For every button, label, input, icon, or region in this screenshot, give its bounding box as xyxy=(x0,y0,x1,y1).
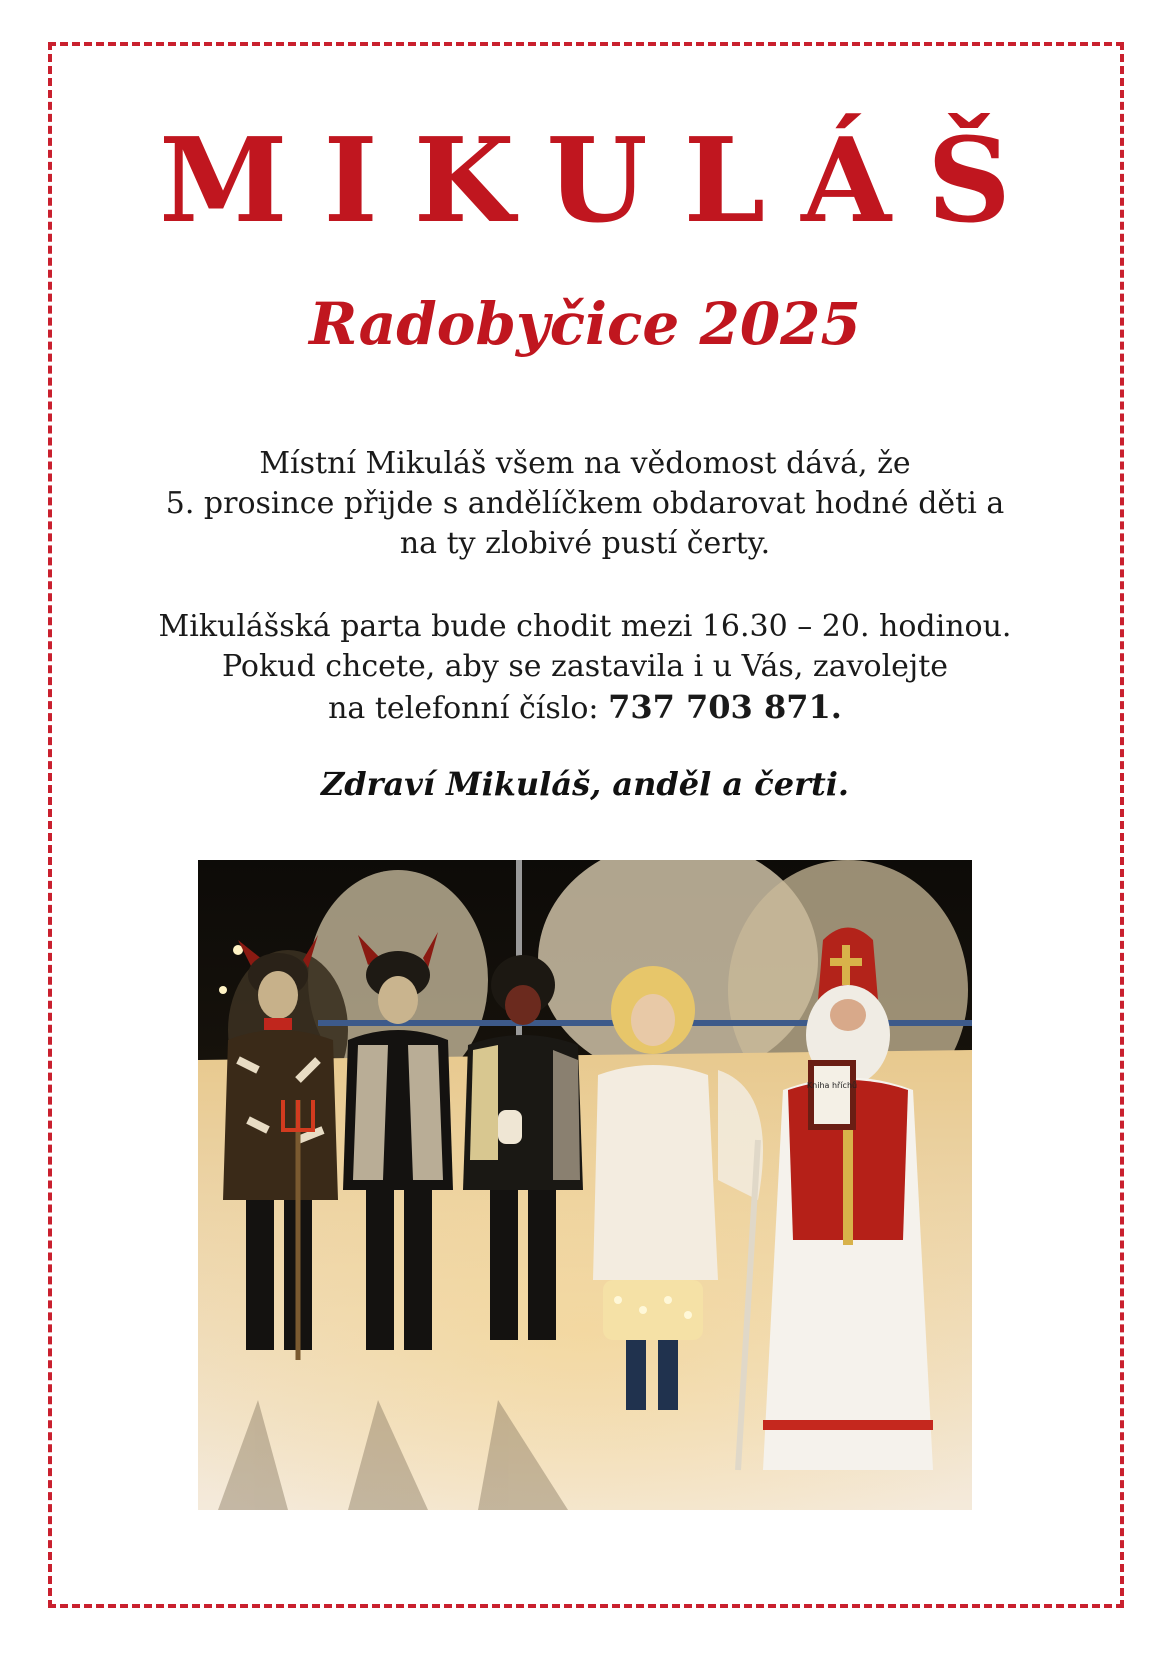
book-label: Kniha hříchů xyxy=(806,1081,858,1090)
phone-line xyxy=(0,687,1170,729)
intro-line: 5. prosince přijde s andělíčkem obdarovat hodné děti a xyxy=(165,486,1005,521)
greeting: Zdraví Mikuláš, anděl a čerti. xyxy=(320,765,850,803)
phone-label: na telefonní číslo: xyxy=(328,691,599,726)
intro-paragraph xyxy=(0,444,1170,564)
group-photo-icon xyxy=(198,860,972,1510)
phone-number: 737 703 871. xyxy=(608,688,842,726)
street-light xyxy=(219,986,227,994)
intro-line: Místní Mikuláš všem na vědomost dává, že xyxy=(259,446,911,481)
group-photo xyxy=(198,860,972,1510)
schedule-line: Mikulášská parta bude chodit mezi 16.30 – 20. hodinou. xyxy=(158,609,1012,644)
intro-line: na ty zlobivé pustí čerty. xyxy=(399,526,771,561)
poster-subtitle: Radobyčice 2025 xyxy=(309,290,861,358)
schedule-line: Pokud chcete, aby se zastavila i u Vás, zavolejte xyxy=(221,649,949,684)
poster-title: MIKULÁŠ xyxy=(159,113,1047,249)
schedule-paragraph xyxy=(0,607,1170,729)
